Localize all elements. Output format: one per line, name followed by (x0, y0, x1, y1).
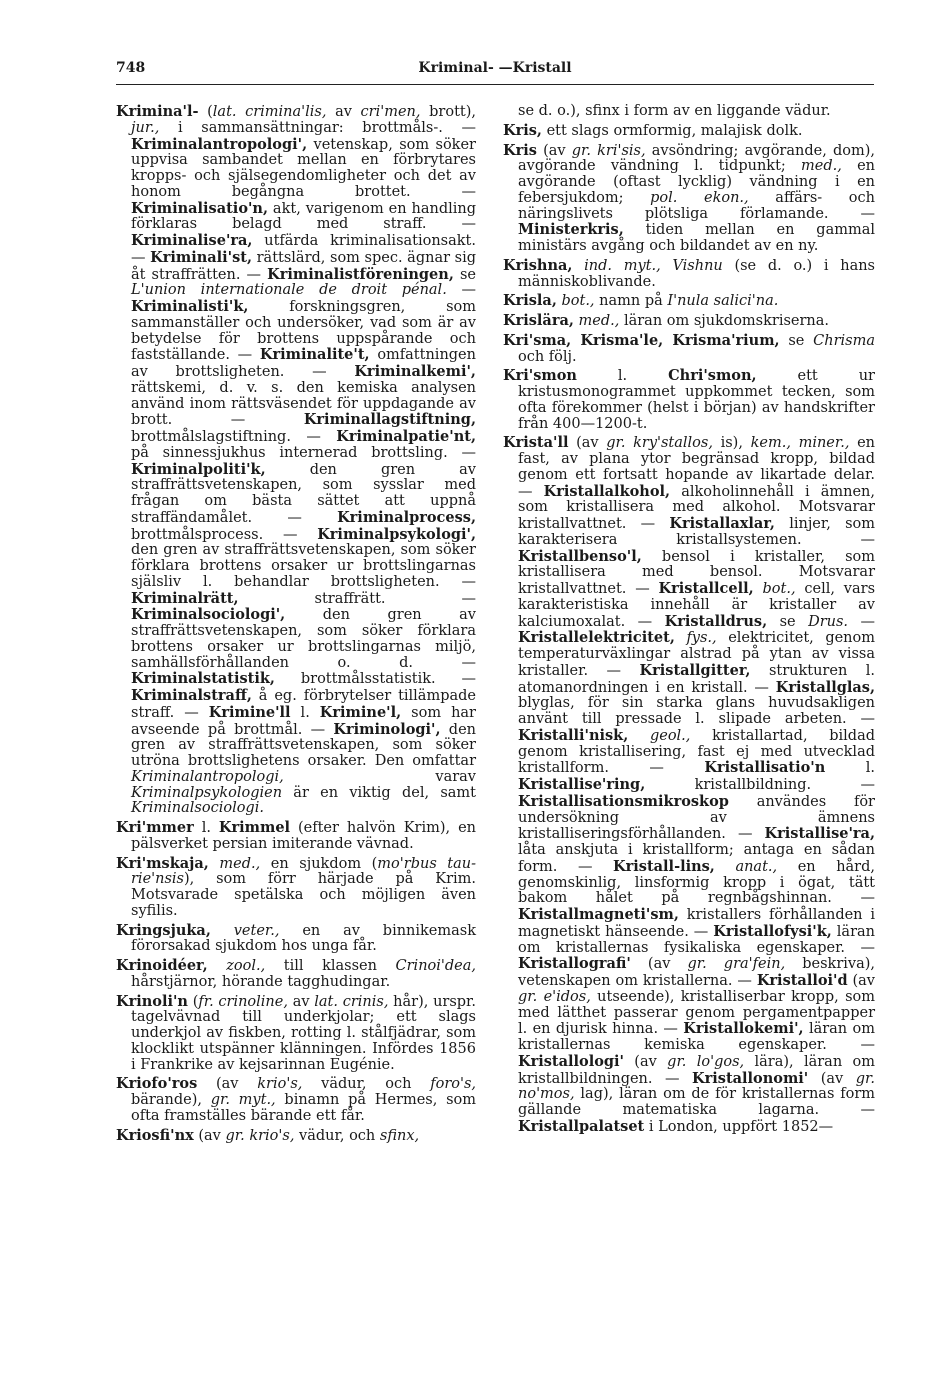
dictionary-entry: Kris, ett slags ormformig, malajisk dolk. (503, 121, 803, 139)
dictionary-entry: Kri'mskaja, med., en sjukdom (mo'rbus tau-rie'nsis), som förr härjade på Krim. Motsvarade spetälska och möjligen även syfilis. (116, 854, 477, 919)
right-column (503, 104, 875, 1139)
left-column (116, 104, 476, 1147)
page-header (116, 58, 874, 85)
dictionary-entry: Krishna, ind. myt., Vishnu (se d. o.) i hans människoblivande. (503, 256, 875, 290)
dictionary-entry: Krimina'l- (lat. crimina'lis, av cri'men, brott), jur., i sammansättningar: brottmåls-. — Kriminalantropologi', vetenskap, som söker uppvisa sambandet mellan en förbrytares kropps- och själsegendomligheter och det av honom begångna brottet. — Kriminalisatio'n, akt, varigenom en handling förklaras belagd med straff. — Kriminalise'ra, utfärda kriminalisationsakt. — Kriminali'st, rättslärd, som spec. ägnar sig åt straffrätten. — Kriminalistföreningen, se L'union internationale de droit pénal. — Kriminalisti'k, forskningsgren, som sammanställer och undersöker, vad som är av betydelse för brottens uppspårande och fastställande. — Kriminalite't, omfattningen av brottsligheten. — Kriminalkemi', rättskemi, d. v. s. den kemiska analysen använd inom rättsväsendet för uppdagande av brott. — Kriminallagstiftning, brottmålslagstiftning. — Kriminalpatie'nt, på sinnessjukhus internerad brottsling. — Kriminalpoliti'k, den gren av straffrättsvetenskapen, som sysslar med frågan om bästa sättet att uppnå straffändamålet. — Kriminalprocess, brottmålsprocess. — Kriminalpsykologi', den gren av straffrättsvetenskapen, som söker förklara brottens orsaker ur brottslingarnas själsliv l. behandlar brottsligheten. — Kriminalrätt, straffrätt. — Kriminalsociologi', den gren av straffrättsvetenskapen, som söker förklara brottens orsaker ur brottslingarnas miljö, samhällsförhållanden o. d. — Kriminalstatistik, brottmålsstatistik. — Kriminalstraff, å eg. förbrytelser tillämpade straff. — Krimine'll l. Krimine'l, som har avseende på brottmål. — Kriminologi', den gren av straffrättsvetenskapen, som söker utröna brottslighetens orsaker. Den omfattar Kriminalantropologi, varav Kriminalpsykologien är en viktig del, samt Kriminalsociologi. (116, 103, 477, 817)
page-number: 748 (116, 60, 146, 76)
dictionary-entry: Kris (av gr. kri'sis, avsöndring; avgörande, dom), avgörande vändning l. tidpunkt; med., en avgörande (oftast lycklig) vändning i en febersjukdom; pol. ekon., affärs- och näringslivets plötsliga förlamande. — Ministerkris, tiden mellan en gammal ministärs avgång och bildandet av en ny. (503, 141, 875, 254)
dictionary-entry: Krinoli'n (fr. crinoline, av lat. crinis, hår), urspr. tagelvävnad till underkjolar; ett slags underkjol av fiskben, rotting l. stålfjädrar, som klocklikt utspänner klänningen. Infördes 1856 i Frankrike av kejsarinnan Eugénie. (116, 992, 477, 1073)
dictionary-entry: Kri'sma, Krisma'le, Krisma'rium, se Chrisma och följ. (503, 331, 875, 365)
dictionary-entry: Krisla, bot., namn på I'nula salici'na. (503, 292, 779, 310)
dictionary-entry: Kriofo'ros (av krio's, vädur, och foro's, bärande), gr. myt., binamn på Hermes, som ofta framställes bärande ett får. (116, 1075, 477, 1124)
running-head: Kriminal- —Kristall (418, 60, 572, 76)
dictionary-entry: se d. o.), sfinx i form av en liggande vädur. (518, 103, 831, 119)
dictionary-entry: Krinoidéer, zool., till klassen Crinoi'dea, hårstjärnor, hörande tagghudingar. (116, 957, 477, 990)
dictionary-entry: Kringsjuka, veter., en av binnikemask förorsakad sjukdom hos unga får. (116, 921, 477, 955)
dictionary-entry: Krislära, med., läran om sjukdomskriserna. (503, 312, 830, 329)
dictionary-entry: Kri'smon l. Chri'smon, ett ur kristusmonogrammet uppkommet tecken, som ofta förekommer (helst i början) av handskrifter från 400—1200-t. (503, 367, 875, 432)
dictionary-entry: Kriosfi'nx (av gr. krio's, vädur, och sfinx, (116, 1126, 420, 1144)
dictionary-entry: Kri'mmer l. Krimmel (efter halvön Krim), en pälsverket persian imiterande vävnad. (116, 819, 476, 852)
dictionary-entry: Krista'll (av gr. kry'stallos, is), kem., miner., en fast, av plana ytor begränsad kropp, bildad genom ett fortsatt hopande av likartade delar. — Kristallalkohol, alkoholinnehåll i ämnen, som kristallisera med alkohol. Motsvarar kristallvattnet. — Kristallaxlar, linjer, som karakterisera kristallsystemen. — Kristallbenso'l, bensol i kristaller, som kristallisera med bensol. Motsvarar kristallvattnet. — Kristallcell, bot., cell, vars karakteristiska innehåll är kristaller av kalciumoxalat. — Kristalldrus, se Drus. — Kristallelektricitet, fys., elektricitet, genom temperaturväxlingar alstrad på ytan av vissa kristaller. — Kristallgitter, strukturen l. atomanordningen i en kristall. — Kristallglas, blyglas, för sin starka glans huvudsakligen använt till pressade l. slipade arbeten. — Kristalli'nisk, geol., kristallartad, bildad genom kristallisering, fast ej med utvecklad kristallform. — Kristallisatio'n l. Kristallise'ring, kristallbildning. — Kristallisationsmikroskop användes för undersökning av ämnens kristalliseringsförhållanden. — Kristallise'ra, låta anskjuta i kristallform; antaga en sådan form. — Kristall-lins, anat., en hård, genomskinlig, linsformig kropp i ögat, tätt bakom hålet på regnbågshinnan. — Kristallmagneti'sm, kristallers förhållanden i magnetiskt hänseende. — Kristallofysi'k, läran om kristallernas fysikaliska egenskaper. — Kristallografi' (av gr. gra'fein, beskriva), vetenskapen om kristallerna. — Kristalloi'd (av gr. e'idos, utseende), kristalliserbar kropp, som med lätthet passerar genom pergamentpapper l. en djurisk hinna. — Kristallokemi', läran om kristallernas kemiska egenskaper. — Kristallologi' (av gr. lo'gos, lära), läran om kristallbildningen. — Kristallonomi' (av gr. no'mos, lag), läran om de för kristallernas form gällande matematiska lagarna. — Kristallpalatset i London, uppfört 1852— (503, 434, 876, 1135)
